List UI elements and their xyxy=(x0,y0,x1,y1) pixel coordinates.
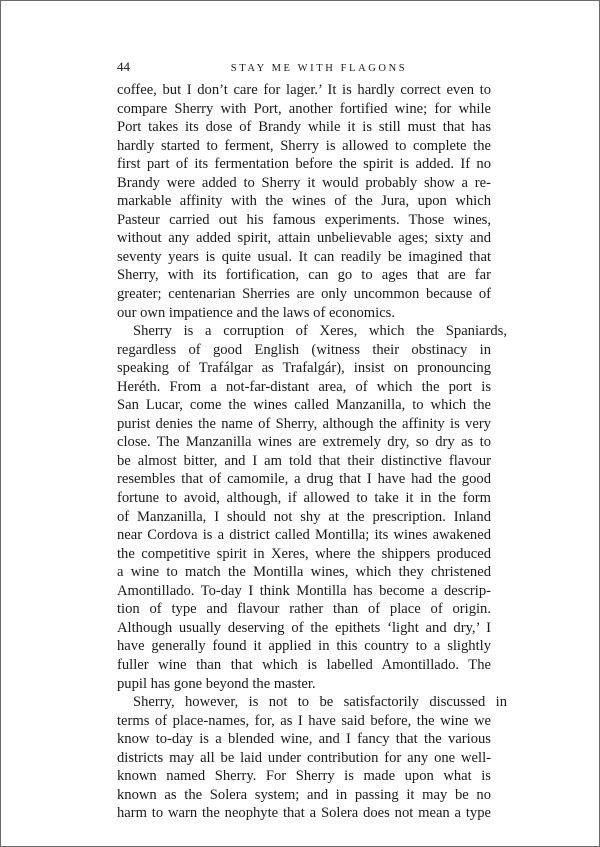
text-line: the competitive spirit in Xeres, where the shippers produced xyxy=(117,545,491,562)
text-line: harm to warn the neophyte that a Solera does not mean a type xyxy=(117,805,491,822)
text-line: Heréth. From a not-far-distant area, of which the port is xyxy=(117,378,491,395)
text-line: districts may all be laid under contribution for any one well- xyxy=(117,749,491,766)
text-line: first part of its fermentation before the spirit is added. If no xyxy=(117,156,491,173)
text-line: hardly started to ferment, Sherry is allowed to complete the xyxy=(117,137,491,154)
text-line: without any added spirit, attain unbelievable ages; sixty and xyxy=(117,230,491,247)
text-line: Sherry is a corruption of Xeres, which the Spaniards, xyxy=(133,323,507,340)
text-line: have generally found it applied in this country to a slightly xyxy=(117,638,491,655)
text-line: Amontillado. To-day I think Montilla has become a descrip- xyxy=(117,582,491,599)
text-line: Pasteur carried out his famous experiments. Those wines, xyxy=(117,211,491,228)
text-line: San Lucar, come the wines called Manzanilla, to which the xyxy=(117,397,491,414)
text-line: speaking of Trafálgar as Trafalgár), insist on pronouncing xyxy=(117,360,491,377)
paragraph xyxy=(117,81,491,322)
text-line: Sherry, with its fortification, can go to ages that are far xyxy=(117,267,491,284)
running-title: STAY ME WITH FLAGONS xyxy=(230,63,408,74)
page-number: 44 xyxy=(117,59,130,74)
text-line: fortune to avoid, although, if allowed to take it in the form xyxy=(117,490,491,507)
text-line: regardless of good English (witness their obstinacy in xyxy=(117,341,491,358)
text-line: resembles that of camomile, a drug that I have had the good xyxy=(117,471,491,488)
text-line: known as the Solera system; and in passing it may be no xyxy=(117,786,491,803)
text-line: fuller wine than that which is labelled Amontillado. The xyxy=(117,656,491,673)
text-line: greater; centenarian Sherries are only uncommon because of xyxy=(117,286,491,303)
text-line: be almost bitter, and I am told that their distinctive flavour xyxy=(117,452,491,469)
text-line: near Cordova is a district called Montilla; its wines awakened xyxy=(117,527,491,544)
text-line: purist denies the name of Sherry, although the affinity is very xyxy=(117,415,491,432)
text-line: markable affinity with the wines of the Jura, upon which xyxy=(117,193,491,210)
body-text xyxy=(117,81,507,823)
text-line: Sherry, however, is not to be satisfactorily discussed in xyxy=(133,694,507,711)
text-line: compare Sherry with Port, another fortified wine; for while xyxy=(117,100,491,117)
text-line: coffee, but I don’t care for lager.’ It is hardly correct even to xyxy=(117,82,491,98)
text-line: of Manzanilla, I should not shy at the prescription. Inland xyxy=(117,508,491,525)
text-line: Brandy were added to Sherry it would probably show a re- xyxy=(117,174,491,191)
text-line: tion of type and flavour rather than of place of origin. xyxy=(117,601,491,618)
paragraph xyxy=(117,693,507,823)
text-line: Although usually deserving of the epithets ‘light and dry,’ I xyxy=(117,619,491,636)
text-line: known named Sherry. For Sherry is made upon what is xyxy=(117,768,491,785)
text-line: our own impatience and the laws of economics. xyxy=(117,304,396,321)
text-line: a wine to match the Montilla wines, which they christened xyxy=(117,564,491,581)
page-content xyxy=(117,59,507,823)
text-line: terms of place-names, for, as I have said before, the wine we xyxy=(117,712,491,729)
text-line: close. The Manzanilla wines are extremely dry, so dry as to xyxy=(117,434,491,451)
text-line: know to-day is a blended wine, and I fancy that the various xyxy=(117,731,491,748)
text-line: Port takes its dose of Brandy while it is still must that has xyxy=(117,119,491,136)
running-head xyxy=(117,59,491,79)
text-line: pupil has gone beyond the master. xyxy=(117,675,316,692)
text-line: seventy years is quite usual. It can readily be imagined that xyxy=(117,248,491,265)
paragraph xyxy=(117,322,507,693)
